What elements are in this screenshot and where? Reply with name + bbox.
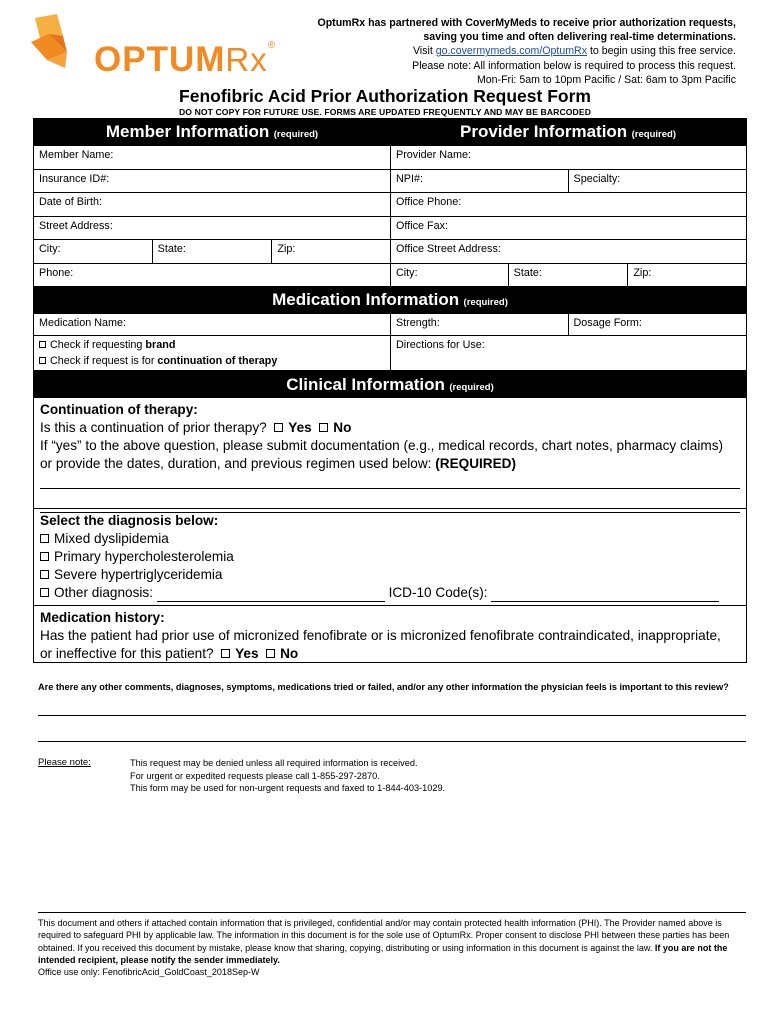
provider-name-field[interactable]: Provider Name: (390, 146, 746, 169)
insurance-id-field[interactable]: Insurance ID#: (39, 172, 110, 185)
member-info-heading: Member Information (required) (105, 122, 319, 141)
member-phone-field[interactable]: Phone: (39, 266, 74, 279)
specialty-field[interactable]: Specialty: (568, 170, 747, 193)
form-row (34, 216, 746, 240)
diagnosis-heading: Select the diagnosis below: (40, 513, 219, 528)
npi-field[interactable]: NPI#: (390, 170, 568, 193)
please-note-line: This request may be denied unless all required information is received. (130, 758, 418, 768)
dx-option[interactable]: Mixed dyslipidemia (40, 530, 740, 548)
member-zip-field[interactable]: Zip: (271, 240, 390, 263)
clinical-header-bar (34, 370, 746, 398)
office-street-field[interactable]: Office Street Address: (390, 240, 746, 263)
member-street-field[interactable]: Street Address: (39, 219, 113, 232)
please-note-label: Please note: (38, 757, 91, 768)
checkbox-icon[interactable] (40, 534, 49, 543)
member-name-field[interactable]: Member Name: (39, 149, 114, 161)
form-title: Fenofibric Acid Prior Authorization Request Form (179, 86, 591, 106)
history-block (34, 605, 746, 662)
form-row (34, 169, 746, 193)
continuation-heading: Continuation of therapy: (40, 402, 198, 417)
no-checkbox[interactable] (266, 649, 275, 658)
request-form (33, 118, 747, 663)
office-fax-field[interactable]: Office Fax: (390, 217, 746, 240)
comments-line[interactable] (38, 741, 746, 742)
form-row (34, 263, 746, 287)
form-row (34, 335, 746, 370)
no-checkbox[interactable] (319, 423, 328, 432)
notice-line-5: Mon-Fri: 5am to 10pm Pacific / Sat: 6am to 3pm Pacific (476, 73, 736, 86)
please-note-line: For urgent or expedited requests please call 1-855-297-2870. (130, 770, 380, 781)
strength-field[interactable]: Strength: (390, 314, 568, 335)
clinical-section (34, 398, 746, 662)
medication-header-bar (34, 286, 746, 313)
brand-checkbox-row[interactable]: Check if requesting brand (39, 337, 385, 353)
other-diagnosis-blank[interactable] (157, 589, 385, 602)
comments-question: Are there any other comments, diagnoses, symptoms, medications tried or failed, and/or any other information the physician feels is important to this review? (38, 682, 729, 692)
logo-wordmark: OPTUMRx® (94, 40, 277, 79)
optumrx-logo (27, 12, 277, 82)
provider-zip-field[interactable]: Zip: (627, 264, 746, 287)
medication-name-field[interactable]: Medication Name: (39, 317, 127, 329)
checkbox-icon[interactable] (40, 570, 49, 579)
optum-logo-mark-icon (27, 12, 89, 74)
form-row (34, 239, 746, 263)
continuation-instructions-2: or provide the dates, duration, and previous regimen used below: (REQUIRED) (40, 456, 517, 471)
dx-other-row: Other diagnosis: ICD-10 Code(s): (40, 584, 740, 602)
dosage-form-field[interactable]: Dosage Form: (568, 314, 747, 335)
disclaimer-text: This document and others if attached contain information that is privileged, confidential and/or may contain protected health information (PHI). The Provider named above is required to safeguard PHI by applicable law. The information in this document is for the sole use of OptumRx. Proper consent to disclose PHI between these parties has been obtained. If you received this document by mistake, please know that sharing, copying, distributing or using information in this document is against the law. (38, 918, 730, 953)
medication-info-heading: Medication Information (required) (272, 290, 508, 309)
form-subtitle: DO NOT COPY FOR FUTURE USE. FORMS ARE UPDATED FREQUENTLY AND MAY BE BARCODED (178, 107, 591, 117)
dob-field[interactable]: Date of Birth: (39, 196, 103, 208)
covermymeds-link[interactable]: go.covermymeds.com/OptumRx (435, 45, 588, 58)
notice-line-4: Please note: All information below is required to process this request. (412, 59, 736, 72)
provider-city-field[interactable]: City: (390, 264, 508, 287)
continuation-instructions-1: If “yes” to the above question, please submit documentation (e.g., medical records, chart notes, pharmacy claims) (40, 438, 724, 453)
member-city-field[interactable]: City: (39, 243, 61, 255)
notice-line-1: OptumRx has partnered with CoverMyMeds to receive prior authorization requests, (317, 17, 736, 29)
dx-option[interactable]: Severe hypertriglyceridemia (40, 566, 740, 584)
checkbox-icon[interactable] (39, 341, 46, 348)
history-question-2: or ineffective for this patient? Yes No (40, 646, 299, 661)
please-note-line: This form may be used for non-urgent requests and faxed to 1-844-403-1029. (130, 783, 446, 793)
yes-checkbox[interactable] (274, 423, 283, 432)
continuation-checkbox-row[interactable]: Check if request is for continuation of therapy (39, 353, 385, 369)
medication-checkboxes (34, 336, 390, 370)
history-question-1: Has the patient had prior use of micronized fenofibrate or is micronized fenofibrate contraindicated, inappropriate, (40, 628, 721, 643)
footer-divider (38, 912, 746, 913)
icd-code-blank[interactable] (491, 589, 719, 602)
notice-line-2: saving you time and often delivering real-time determinations. (423, 31, 736, 44)
disclaimer-bold: If you are not the intended recipient, please notify the sender immediately. (38, 942, 728, 965)
office-use-code: Office use only: FenofibricAcid_GoldCoast_2018Sep-W (38, 967, 260, 978)
clinical-info-heading: Clinical Information (required) (286, 374, 494, 394)
checkbox-icon[interactable] (39, 357, 46, 364)
yes-checkbox[interactable] (221, 649, 230, 658)
dx-option[interactable]: Primary hypercholesterolemia (40, 548, 740, 566)
checkbox-icon[interactable] (40, 552, 49, 561)
member-state-field[interactable]: State: (152, 240, 272, 263)
checkbox-icon[interactable] (40, 588, 49, 597)
diagnosis-block (34, 508, 746, 605)
continuation-question: Is this a continuation of prior therapy? Yes No (40, 420, 352, 435)
covermymeds-notice (266, 16, 736, 87)
member-provider-header-bar (34, 119, 746, 145)
continuation-block (34, 398, 746, 508)
provider-state-field[interactable]: State: (508, 264, 628, 287)
comments-line[interactable] (38, 715, 746, 716)
form-row (34, 145, 746, 169)
provider-info-heading: Provider Information (required) (460, 122, 676, 141)
form-row (34, 313, 746, 335)
continuation-answer-line[interactable] (40, 475, 740, 489)
directions-field[interactable]: Directions for Use: (390, 336, 746, 370)
form-row (34, 192, 746, 216)
please-note-text (130, 757, 445, 795)
office-phone-field[interactable]: Office Phone: (390, 193, 746, 216)
notice-line-3: Visit go.covermymeds.com/OptumRx to begin using this free service. (412, 45, 736, 58)
history-heading: Medication history: (40, 610, 165, 625)
phi-disclaimer (38, 917, 750, 978)
